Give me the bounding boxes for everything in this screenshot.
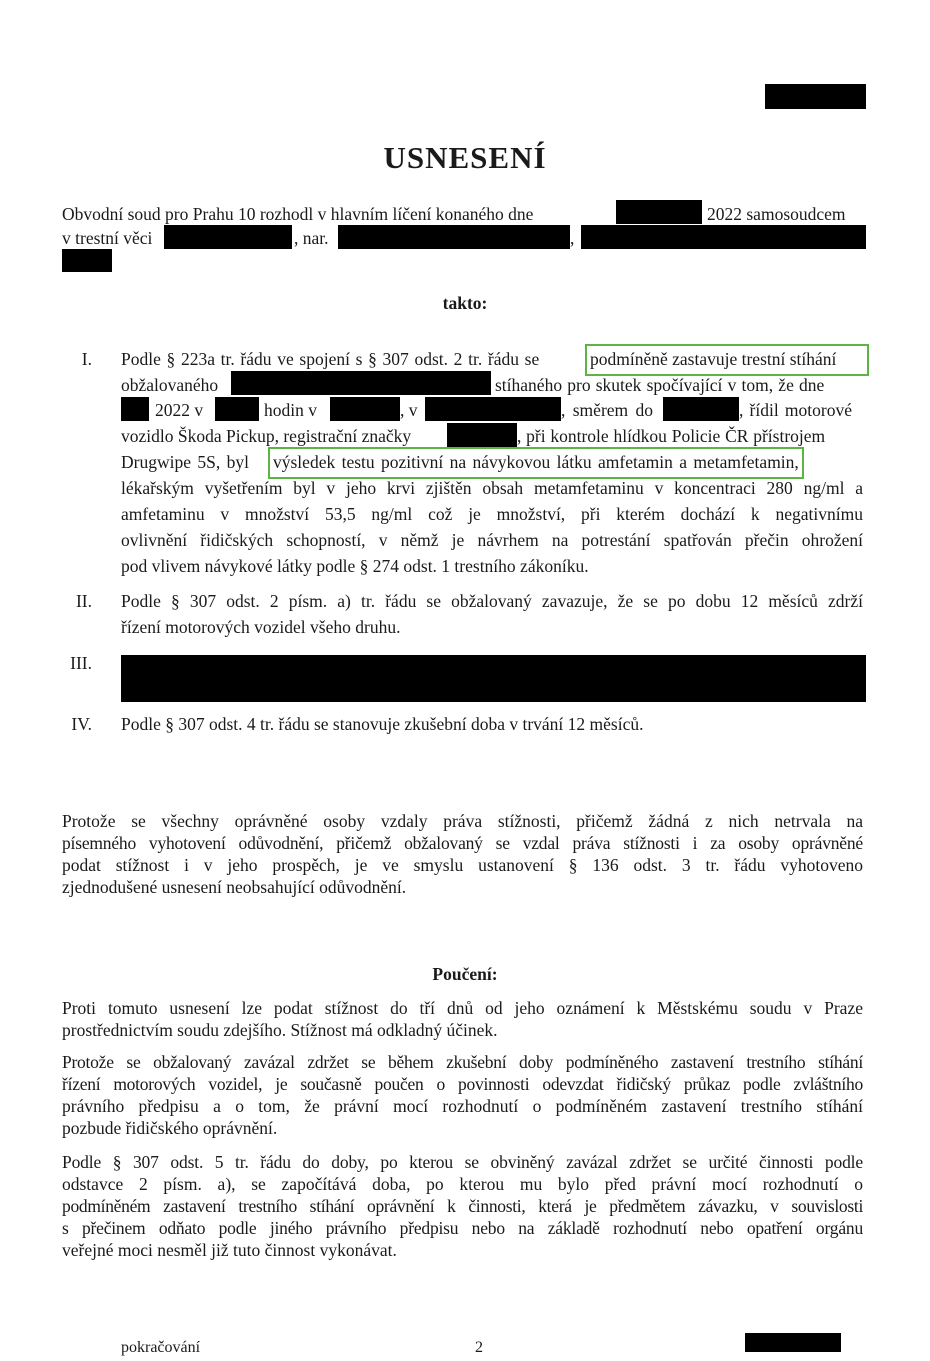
item1-highlight-1: podmíněně zastavuje trestní stíhání	[588, 347, 866, 373]
intro-text-2c: ,	[570, 228, 575, 248]
item4-line1: Podle § 307 odst. 4 tr. řádu se stanovuje zkušební doba v trvání 12 měsíců.	[121, 714, 644, 734]
redacted-place	[330, 397, 400, 421]
item1-line7: amfetaminu v množství 53,5 ng/ml což je množství, při kterém dochází k negativnímu	[121, 504, 863, 524]
redacted-item-3	[121, 655, 866, 702]
redacted-address	[581, 225, 866, 249]
pouceni-p3-line4: s přečinem odňato podle jiného právního předpisu nebo na základě rozhodnutí nebo opatření orgánu	[62, 1218, 863, 1238]
redacted-day	[121, 397, 149, 421]
page-title: USNESENÍ	[383, 140, 547, 175]
item1-line8: ovlivnění řidičských schopností, v němž je návrhem na potrestání spatřován přečin ohrožení	[121, 530, 863, 550]
redacted-direction	[663, 397, 739, 421]
item-number-3: III.	[70, 653, 92, 673]
redacted-name	[164, 225, 292, 249]
item1-line3d: , směrem do	[561, 400, 654, 420]
intro-text-2b: , nar.	[294, 228, 329, 248]
item-number-1: I.	[81, 349, 92, 369]
redacted-date	[616, 200, 702, 224]
reasoning-line1: Protože se všechny oprávněné osoby vzdaly práva stížnosti, přičemž žádná z nich netrvala na	[62, 811, 863, 831]
item1-line2a: obžalovaného	[121, 375, 219, 395]
item1-line4b: , při kontrole hlídkou Policie ČR přístrojem	[517, 426, 826, 446]
pouceni-p2-line3: právního předpisu a o tom, že právní mocí rozhodnutí o podmíněném zastavení trestního stíhání	[62, 1096, 863, 1116]
redacted-defendant	[231, 371, 491, 395]
redacted-footer	[745, 1333, 841, 1352]
pouceni-p2-line4: pozbude řidičského oprávnění.	[62, 1118, 278, 1138]
item1-line3b: hodin v	[264, 400, 317, 420]
item1-line2b: stíhaného pro skutek spočívající v tom, že dne	[495, 375, 825, 395]
pouceni-p3-line1: Podle § 307 odst. 5 tr. řádu do doby, po kterou se obviněný zavázal zdržet se určité činnosti podle	[62, 1152, 863, 1172]
pouceni-p3-line3: podmíněném zastavení trestního stíhání oprávnění k činnosti, která je předmětem závazku, v souvislosti	[62, 1196, 863, 1216]
item1-line4a: vozidlo Škoda Pickup, registrační značky	[121, 426, 412, 446]
pouceni-p2-line2: řízení motorových vozidel, je současně poučen o povinnosti odevzdat řidičský průkaz podle zvláštního	[62, 1074, 863, 1094]
item1-line3e: , řídil motorové	[739, 400, 852, 420]
intro-text-2a: v trestní věci	[62, 228, 153, 248]
page-number: 2	[475, 1339, 483, 1356]
redacted-birthdate	[338, 225, 570, 249]
item1-highlight-2: výsledek testu pozitivní na návykovou látku amfetamin a metamfetamin,	[271, 450, 801, 476]
item1-line6: lékařským vyšetřením byl v jeho krvi zjištěn obsah metamfetaminu v koncentraci 280 ng/ml a	[121, 478, 863, 498]
intro-text-1b: 2022 samosoudcem	[707, 204, 846, 224]
item2-line2: řízení motorových vozidel všeho druhu.	[121, 617, 401, 637]
reasoning-line4: zjednodušené usnesení neobsahující odůvodnění.	[62, 877, 407, 897]
redacted-hour	[215, 397, 259, 421]
takto-heading: takto:	[442, 293, 488, 313]
pouceni-p1-line1: Proti tomuto usnesení lze podat stížnost do tří dnů od jeho oznámení k Městskému soudu v Praze	[62, 998, 863, 1018]
item1-line9: pod vlivem návykové látky podle § 274 odst. 1 trestního zákoníku.	[121, 556, 589, 576]
item1-line1a: Podle § 223a tr. řádu ve spojení s § 307 odst. 2 tr. řádu se	[121, 349, 540, 369]
redacted-address-cont	[62, 249, 112, 272]
item-number-2: II.	[75, 591, 92, 611]
redacted-street	[425, 397, 561, 421]
redacted-reference	[765, 84, 866, 109]
intro-text-1a: Obvodní soud pro Prahu 10 rozhodl v hlavním líčení konaného dne	[62, 204, 534, 224]
footer-continue: pokračování	[121, 1339, 201, 1356]
pouceni-p1-line2: prostřednictvím soudu zdejšího. Stížnost má odkladný účinek.	[62, 1020, 498, 1040]
pouceni-heading: Poučení:	[432, 964, 498, 984]
reasoning-line3: podat stížnost i v jeho prospěch, je ve smyslu ustanovení § 136 odst. 3 tr. řádu vyhotoveno	[62, 855, 863, 875]
item1-line3c: , v	[400, 400, 418, 420]
reasoning-line2: písemného vyhotovení odůvodnění, přičemž obžalovaný se vzdal práva stížnosti i za osoby oprávněné	[62, 833, 863, 853]
pouceni-p2-line1: Protože se obžalovaný zavázal zdržet se během zkušební doby podmíněného zastavení trestního stíhání	[62, 1052, 863, 1072]
redacted-plate	[447, 423, 517, 447]
item1-line5a: Drugwipe 5S, byl	[121, 452, 249, 472]
item1-line3a: 2022 v	[155, 400, 204, 420]
item2-line1: Podle § 307 odst. 2 písm. a) tr. řádu se obžalovaný zavazuje, že se po dobu 12 měsíců zdrží	[121, 591, 863, 611]
pouceni-p3-line5: veřejné moci nesměl již tuto činnost vykonávat.	[62, 1240, 397, 1260]
pouceni-p3-line2: odstavce 2 písm. a), se započítává doba, po kterou mu bylo před právní mocí rozhodnutí o	[62, 1174, 863, 1194]
item-number-4: IV.	[71, 714, 92, 734]
